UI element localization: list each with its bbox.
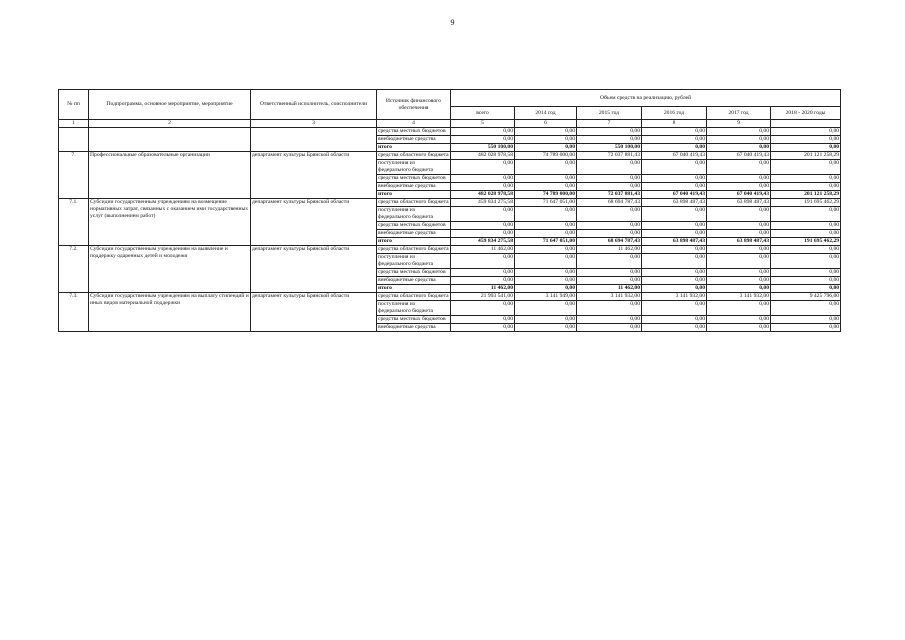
amount-cell: 0,00 — [515, 221, 577, 229]
header-source: Источник финансового обеспечения — [377, 90, 451, 120]
source-cell: итого — [377, 143, 451, 151]
item-number: 7.2. — [59, 245, 89, 292]
amount-cell: 0,00 — [642, 221, 707, 229]
amount-cell: 0,00 — [451, 323, 515, 331]
amount-cell: 0,00 — [515, 229, 577, 237]
source-cell: средства областного бюджета — [378, 151, 449, 158]
amount-cell: 0,00 — [707, 253, 771, 268]
cont-no — [59, 127, 89, 151]
amount-cell: 0,00 — [577, 182, 642, 190]
item-name: Субсидии государственным учреждениям на выявление и поддержку одаренных детей и молодежи — [89, 245, 251, 292]
source-cell: итого — [377, 237, 451, 245]
amount-cell: 0,00 — [577, 276, 642, 284]
amount-cell: 0,00 — [642, 253, 707, 268]
amount-cell: 67 040 419,43 — [642, 151, 707, 159]
amount-cell: 0,00 — [451, 135, 515, 143]
amount-cell: 459 834 275,58 — [451, 237, 515, 245]
amount-cell: 0,00 — [707, 284, 771, 292]
amount-cell: 0,00 — [771, 315, 841, 323]
item-executor: департамент культуры Брянской области — [251, 245, 377, 292]
amount-cell: 9 425 796,00 — [771, 292, 841, 300]
amount-cell: 0,00 — [577, 221, 642, 229]
source-cell: средства местных бюджетов — [377, 221, 451, 229]
source-cell: средства местных бюджетов — [377, 268, 451, 276]
column-number: 7 — [577, 120, 642, 128]
amount-cell: 0,00 — [771, 221, 841, 229]
header-2016: 2016 год — [642, 107, 707, 120]
amount-cell: 71 647 051,00 — [515, 198, 577, 206]
source-cell: средства областного бюджета — [378, 245, 449, 252]
source-cell: внебюджетные средства — [377, 182, 451, 190]
table-body — [59, 120, 841, 332]
amount-cell: 0,00 — [515, 127, 577, 135]
amount-cell: 0,00 — [451, 174, 515, 182]
amount-cell: 0,00 — [771, 127, 841, 135]
amount-cell: 0,00 — [451, 300, 515, 315]
item-number: 7. — [59, 151, 89, 198]
amount-cell: 0,00 — [577, 300, 642, 315]
amount-cell: 0,00 — [707, 159, 771, 174]
source-cell: поступления из федерального бюджета — [377, 159, 451, 174]
amount-cell: 0,00 — [642, 159, 707, 174]
column-number-row — [59, 120, 841, 128]
amount-cell: 0,00 — [771, 135, 841, 143]
amount-cell: 0,00 — [577, 206, 642, 221]
amount-cell: 0,00 — [451, 229, 515, 237]
amount-cell: 0,00 — [577, 229, 642, 237]
amount-cell: 0,00 — [515, 276, 577, 284]
source-cell: средства областного бюджета — [378, 292, 449, 299]
header-2015: 2015 год — [577, 107, 642, 120]
amount-cell: 0,00 — [577, 268, 642, 276]
amount-cell: 0,00 — [451, 253, 515, 268]
cont-executor — [251, 127, 377, 151]
source-cell: средства местных бюджетов — [377, 315, 451, 323]
amount-cell: 0,00 — [577, 315, 642, 323]
amount-cell: 0,00 — [707, 221, 771, 229]
amount-cell: 0,00 — [771, 300, 841, 315]
source-cell: внебюджетные средства — [377, 323, 451, 331]
item-name: Субсидии государственным учреждениям на возмещение нормативных затрат, связанных с оказанием ими государственных услуг (выполнением работ) — [89, 198, 251, 245]
amount-cell: 0,00 — [707, 174, 771, 182]
column-number: 4 — [377, 120, 451, 128]
amount-cell: 0,00 — [642, 182, 707, 190]
header-2014: 2014 год — [515, 107, 577, 120]
column-number: 2 — [89, 120, 251, 128]
page-number: 9 — [450, 18, 455, 27]
amount-cell: 3 141 932,00 — [577, 292, 642, 300]
amount-cell: 21 993 541,00 — [451, 292, 515, 300]
amount-cell: 0,00 — [515, 206, 577, 221]
amount-cell: 11 462,00 — [451, 284, 515, 292]
item-name: Профессиональные образовательные организации — [89, 151, 251, 198]
item-executor: департамент культуры Брянской области — [251, 292, 377, 331]
source-cell: поступления из федерального бюджета — [377, 253, 451, 268]
amount-cell: 550 100,00 — [577, 143, 642, 151]
amount-cell: 0,00 — [451, 206, 515, 221]
amount-cell: 0,00 — [642, 206, 707, 221]
amount-cell: 0,00 — [707, 143, 771, 151]
amount-cell: 3 141 932,00 — [707, 292, 771, 300]
amount-cell: 0,00 — [707, 276, 771, 284]
amount-cell: 11 462,00 — [577, 284, 642, 292]
amount-cell: 482 028 978,58 — [451, 151, 515, 159]
amount-cell: 0,00 — [771, 143, 841, 151]
item-executor: департамент культуры Брянской области — [251, 151, 377, 198]
amount-cell: 0,00 — [771, 276, 841, 284]
amount-cell: 0,00 — [771, 229, 841, 237]
item-number: 7.1. — [59, 198, 89, 245]
amount-cell: 0,00 — [707, 127, 771, 135]
amount-cell: 0,00 — [707, 182, 771, 190]
amount-cell: 0,00 — [707, 268, 771, 276]
source-cell: внебюджетные средства — [377, 276, 451, 284]
amount-cell: 0,00 — [451, 276, 515, 284]
source-cell: итого — [377, 190, 451, 198]
amount-cell: 0,00 — [451, 159, 515, 174]
amount-cell: 0,00 — [515, 159, 577, 174]
table-row — [59, 292, 841, 300]
amount-cell: 63 898 487,43 — [707, 237, 771, 245]
amount-cell: 0,00 — [771, 206, 841, 221]
table-row — [59, 245, 841, 253]
amount-cell: 0,00 — [642, 300, 707, 315]
amount-cell: 68 694 787,43 — [577, 198, 642, 206]
amount-cell: 0,00 — [577, 174, 642, 182]
header-2017: 2017 год — [707, 107, 771, 120]
amount-cell: 71 647 051,00 — [515, 237, 577, 245]
amount-cell: 0,00 — [515, 135, 577, 143]
amount-cell: 0,00 — [451, 315, 515, 323]
source-cell: средства областного бюджета — [378, 198, 449, 205]
amount-cell: 0,00 — [642, 127, 707, 135]
item-executor: департамент культуры Брянской области — [251, 198, 377, 245]
column-number: 3 — [251, 120, 377, 128]
amount-cell: 0,00 — [515, 245, 577, 253]
amount-cell: 0,00 — [451, 221, 515, 229]
amount-cell: 0,00 — [642, 245, 707, 253]
amount-cell: 0,00 — [577, 127, 642, 135]
header-volume: Объем средств на реализацию, рублей — [451, 90, 841, 107]
amount-cell: 63 898 487,43 — [707, 198, 771, 206]
amount-cell: 63 898 487,43 — [642, 237, 707, 245]
amount-cell: 0,00 — [771, 268, 841, 276]
cont-name — [89, 127, 251, 151]
header-total: всего — [451, 107, 515, 120]
amount-cell: 191 695 462,29 — [771, 198, 841, 206]
amount-cell: 3 141 949,00 — [515, 292, 577, 300]
item-name: Субсидии государственным учреждениям на выплату стипендий и иных видов материальной поддержки — [89, 292, 251, 331]
source-cell: поступления из федерального бюджета — [377, 206, 451, 221]
amount-cell: 0,00 — [707, 135, 771, 143]
amount-cell: 74 789 000,00 — [515, 151, 577, 159]
continuation-row — [59, 127, 841, 135]
amount-cell: 67 040 419,43 — [642, 190, 707, 198]
amount-cell: 0,00 — [771, 174, 841, 182]
table-header — [59, 90, 841, 120]
amount-cell: 0,00 — [515, 323, 577, 331]
amount-cell: 0,00 — [771, 159, 841, 174]
amount-cell: 0,00 — [642, 323, 707, 331]
amount-cell: 0,00 — [707, 315, 771, 323]
amount-cell: 68 694 787,43 — [577, 237, 642, 245]
column-number: 9 — [707, 120, 771, 128]
header-subprogram: Подпрограмма, основное мероприятие, мероприятие — [89, 90, 251, 120]
amount-cell: 0,00 — [515, 182, 577, 190]
amount-cell: 63 898 487,43 — [642, 198, 707, 206]
column-number: 1 — [59, 120, 89, 128]
source-cell: поступления из федерального бюджета — [377, 300, 451, 315]
item-number: 7.3. — [59, 292, 89, 331]
amount-cell: 0,00 — [771, 284, 841, 292]
amount-cell: 0,00 — [707, 300, 771, 315]
amount-cell: 0,00 — [642, 229, 707, 237]
amount-cell: 67 040 419,43 — [707, 151, 771, 159]
amount-cell: 11 462,00 — [451, 245, 515, 253]
amount-cell: 550 100,00 — [451, 143, 515, 151]
amount-cell: 0,00 — [707, 229, 771, 237]
amount-cell: 482 028 978,58 — [451, 190, 515, 198]
amount-cell: 67 040 419,43 — [707, 190, 771, 198]
amount-cell: 0,00 — [771, 245, 841, 253]
amount-cell: 72 037 881,43 — [577, 190, 642, 198]
amount-cell: 74 789 000,00 — [515, 190, 577, 198]
source-cell: итого — [377, 284, 451, 292]
amount-cell: 0,00 — [451, 127, 515, 135]
amount-cell: 0,00 — [515, 315, 577, 323]
amount-cell: 0,00 — [515, 300, 577, 315]
amount-cell: 0,00 — [577, 253, 642, 268]
source-cell: средства местных бюджетов — [377, 127, 451, 135]
amount-cell: 459 834 275,58 — [451, 198, 515, 206]
amount-cell: 3 141 932,00 — [642, 292, 707, 300]
amount-cell: 0,00 — [707, 323, 771, 331]
amount-cell: 0,00 — [451, 182, 515, 190]
amount-cell: 0,00 — [642, 268, 707, 276]
source-cell: внебюджетные средства — [377, 229, 451, 237]
amount-cell: 0,00 — [771, 253, 841, 268]
amount-cell: 201 121 258,29 — [771, 151, 841, 159]
amount-cell: 201 121 258,29 — [771, 190, 841, 198]
table-row — [59, 198, 841, 206]
amount-cell: 0,00 — [642, 276, 707, 284]
amount-cell: 0,00 — [771, 182, 841, 190]
amount-cell: 0,00 — [515, 268, 577, 276]
column-number — [771, 120, 841, 128]
amount-cell: 0,00 — [642, 143, 707, 151]
amount-cell: 0,00 — [577, 323, 642, 331]
amount-cell: 191 695 462,29 — [771, 237, 841, 245]
amount-cell: 0,00 — [707, 245, 771, 253]
amount-cell: 0,00 — [515, 143, 577, 151]
amount-cell: 0,00 — [771, 323, 841, 331]
amount-cell: 0,00 — [515, 174, 577, 182]
header-no: № пп — [59, 90, 89, 120]
amount-cell: 0,00 — [642, 284, 707, 292]
amount-cell: 0,00 — [577, 159, 642, 174]
header-2018-2020: 2018 - 2020 годы — [771, 107, 841, 120]
column-number: 8 — [642, 120, 707, 128]
column-number: 5 — [451, 120, 515, 128]
amount-cell: 11 462,00 — [577, 245, 642, 253]
amount-cell: 0,00 — [642, 135, 707, 143]
amount-cell: 0,00 — [642, 315, 707, 323]
amount-cell: 0,00 — [707, 206, 771, 221]
source-cell: средства местных бюджетов — [377, 174, 451, 182]
amount-cell: 0,00 — [642, 174, 707, 182]
column-number: 6 — [515, 120, 577, 128]
amount-cell: 0,00 — [515, 253, 577, 268]
amount-cell: 72 037 881,43 — [577, 151, 642, 159]
amount-cell: 0,00 — [451, 268, 515, 276]
table-row — [59, 151, 841, 159]
amount-cell: 0,00 — [515, 284, 577, 292]
source-cell: внебюджетные средства — [377, 135, 451, 143]
amount-cell: 0,00 — [577, 135, 642, 143]
budget-table — [58, 89, 841, 332]
header-executor: Ответственный исполнитель, соисполнители — [251, 90, 377, 120]
